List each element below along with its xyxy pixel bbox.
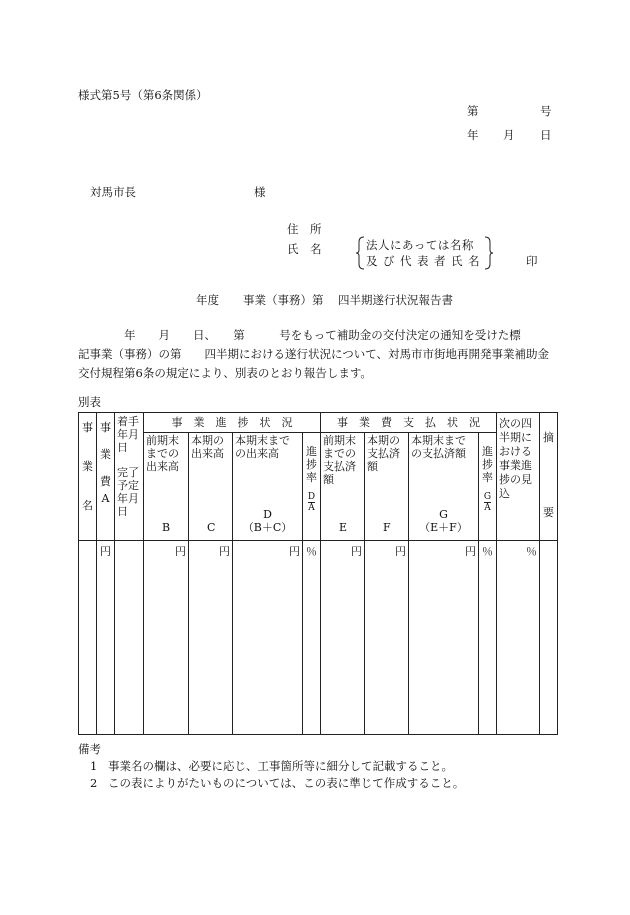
doc-no-prefix: 第: [467, 104, 479, 118]
cell-next-outlook[interactable]: ％: [497, 541, 540, 735]
corp-note-line2: 及び代表者氏名: [366, 254, 485, 268]
title-quarter: 四半期遂行状況報告書: [338, 293, 453, 307]
addressee-name: 対馬市長: [90, 185, 136, 199]
cell-curr-done[interactable]: 円: [189, 541, 233, 735]
cell-rate2[interactable]: ％: [479, 541, 497, 735]
cell-prev-paid[interactable]: 円: [321, 541, 365, 735]
note-1-text: 事業名の欄は、必要に応じ、工事箇所等に細分して記載すること。: [108, 759, 453, 773]
address-label: 住 所: [287, 222, 322, 236]
col-rate1-header: 進捗率 $\frac{D}{A}$: [303, 433, 321, 541]
col-prev-done-header: 前期末までの出来高 B: [144, 433, 189, 541]
col-total-done-header: 本期末までの出来高 D （B＋C）: [233, 433, 303, 541]
col-prev-paid-header: 前期末までの支払済額 E: [321, 433, 365, 541]
right-bracket: [484, 236, 494, 270]
title-project: 事業（事務）第: [243, 293, 324, 307]
col-rate2-header: 進捗率 $\frac{G}{A}$: [479, 433, 497, 541]
corp-note-line1: 法人にあっては名称: [366, 238, 474, 252]
cell-remarks[interactable]: [540, 541, 558, 735]
col-next-outlook-header: 次の四半期における事業進捗の見込: [497, 413, 540, 541]
progress-table: [78, 412, 558, 735]
group-payment-header: 事 業 費 支 払 状 況: [321, 413, 497, 433]
col-curr-paid-header: 本期の支払済額 F: [365, 433, 409, 541]
title-year: 年度: [196, 293, 219, 307]
body-text: [78, 326, 558, 383]
appendix-label: 別表: [78, 395, 101, 409]
cell-jigyo-mei[interactable]: [79, 541, 97, 735]
col-jigyo-hi-header: 事 業 費 A: [97, 413, 115, 541]
date-month: 月: [503, 128, 515, 142]
group-progress-header: 事 業 進 捗 状 況: [144, 413, 321, 433]
body-line-2: 記事業（事務）の第 四半期における遂行状況について、対馬市市街地再開発事業補助金: [78, 347, 550, 361]
note-2-text: この表によりがたいものについては、この表に準じて作成すること。: [108, 776, 465, 790]
cell-prev-done[interactable]: 円: [144, 541, 189, 735]
form-number: 様式第5号（第6条関係）: [78, 88, 208, 102]
col-jigyo-mei-header: 事 業 名: [79, 413, 97, 541]
notes-label: 備考: [78, 742, 101, 756]
date-year: 年: [467, 128, 479, 142]
addressee-honorific: 様: [254, 185, 266, 199]
cell-total-paid[interactable]: 円: [409, 541, 479, 735]
body-line-1: 年 月 日、 第 号をもって補助金の交付決定の通知を受けた標: [78, 328, 521, 342]
body-line-3: 交付規程第6条の規定により、別表のとおり報告します。: [78, 366, 372, 380]
col-remarks-header: 摘 要: [540, 413, 558, 541]
name-label: 氏 名: [287, 242, 322, 256]
note-2-number: 2: [90, 776, 98, 790]
col-total-paid-header: 本期末までの支払済額 G （E＋F）: [409, 433, 479, 541]
left-bracket: [356, 236, 366, 270]
cell-dates[interactable]: [115, 541, 144, 735]
date-day: 日: [540, 128, 552, 142]
cell-curr-paid[interactable]: 円: [365, 541, 409, 735]
note-1-number: 1: [90, 759, 98, 773]
seal-mark: 印: [526, 254, 538, 268]
cell-jigyo-hi[interactable]: 円: [97, 541, 115, 735]
col-curr-done-header: 本期の出来高 C: [189, 433, 233, 541]
cell-rate1[interactable]: ％: [303, 541, 321, 735]
col-dates-header: 着手年月日 完了予定年月日: [115, 413, 144, 541]
doc-no-suffix: 号: [540, 104, 552, 118]
cell-total-done[interactable]: 円: [233, 541, 303, 735]
